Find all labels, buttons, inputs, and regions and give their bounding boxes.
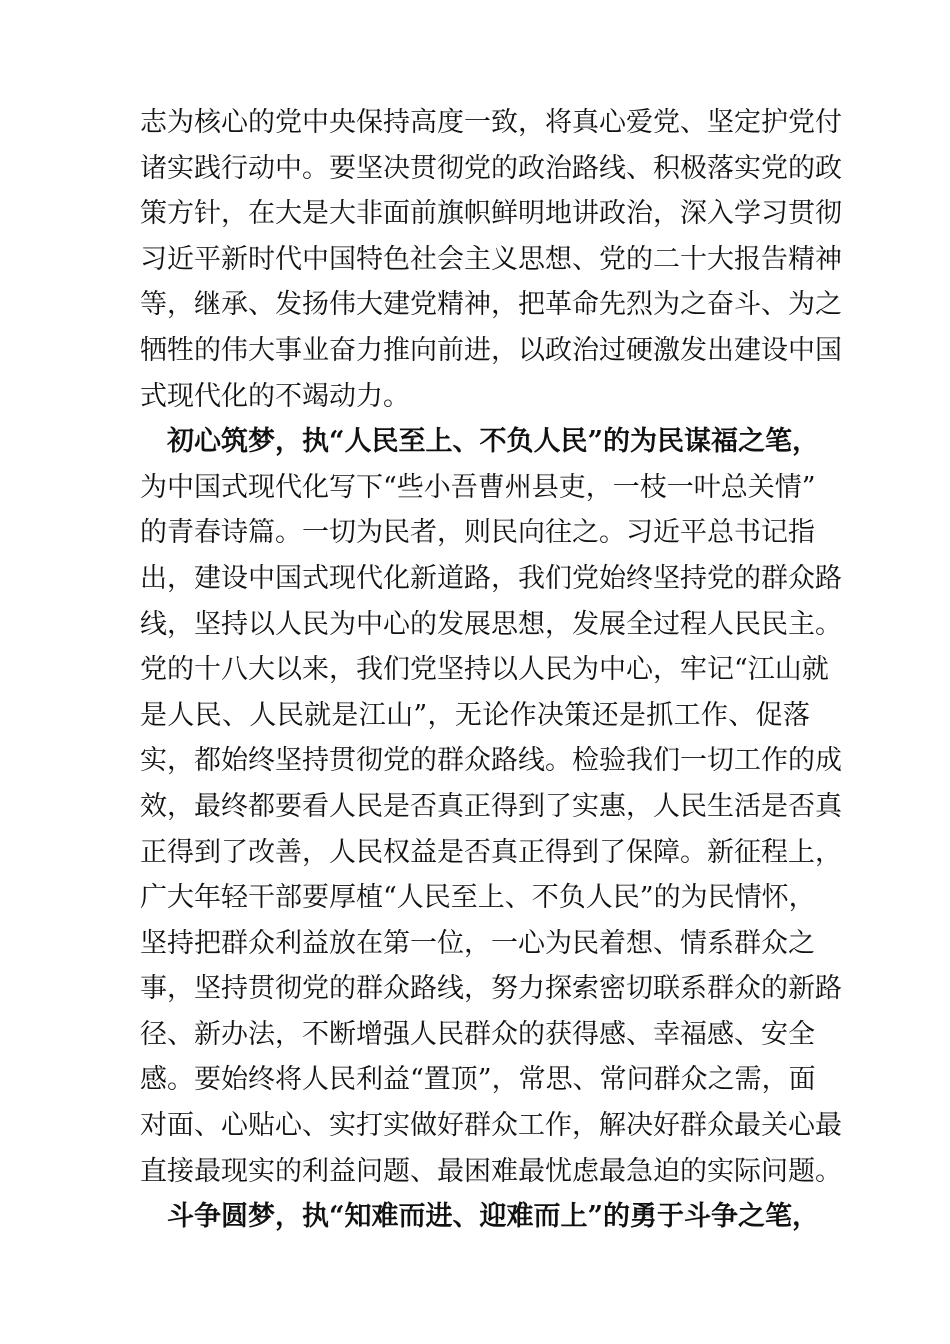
text-line: 出，建设中国式现代化新道路，我们党始终坚持党的群众路 xyxy=(140,562,842,594)
text-line: 直接最现实的利益问题、最困难最忧虑最急迫的实际问题。 xyxy=(140,1155,842,1187)
text-line: 诸实践行动中。要坚决贯彻党的政治路线、积极落实党的政 xyxy=(140,152,842,184)
text-line: 为中国式现代化写下“些小吾曹州县吏，一枝一叶总关情” xyxy=(140,471,816,503)
text-line: 对面、心贴心、实打实做好群众工作，解决好群众最关心最 xyxy=(140,1110,842,1142)
text-line: 策方针，在大是大非面前旗帜鲜明地讲政治，深入学习贯彻 xyxy=(140,198,842,230)
text-line: 的青春诗篇。一切为民者，则民向往之。习近平总书记指 xyxy=(140,517,815,549)
text-line: 牺牲的伟大事业奋力推向前进，以政治过硬激发出建设中国 xyxy=(140,334,842,366)
paragraph-1 xyxy=(140,100,842,419)
text-line: 实，都始终坚持贯彻党的群众路线。检验我们一切工作的成 xyxy=(140,745,842,777)
text-line: 线，坚持以人民为中心的发展思想，发展全过程人民民主。 xyxy=(140,608,842,640)
text-line: 式现代化的不竭动力。 xyxy=(140,380,410,412)
text-line: 广大年轻干部要厚植“人民至上、不负人民”的为民情怀， xyxy=(140,882,816,914)
paragraph-heading: 斗争圆梦，执“知难而进、迎难而上”的勇于斗争之笔， xyxy=(167,1201,820,1233)
text-line: 等，继承、发扬伟大建党精神，把革命先烈为之奋斗、为之 xyxy=(140,289,842,321)
paragraph-3 xyxy=(140,1194,820,1240)
text-line: 效，最终都要看人民是否真正得到了实惠，人民生活是否真 xyxy=(140,790,842,822)
text-line: 正得到了改善，人民权益是否真正得到了保障。新征程上， xyxy=(140,836,842,868)
text-line: 感。要始终将人民利益“置顶”，常思、常问群众之需，面 xyxy=(140,1064,816,1096)
text-line: 是人民、人民就是江山”，无论作决策还是抓工作、促落 xyxy=(140,699,810,731)
document-body xyxy=(140,100,842,1240)
text-line: 事，坚持贯彻党的群众路线，努力探索密切联系群众的新路 xyxy=(140,973,842,1005)
text-line: 志为核心的党中央保持高度一致，将真心爱党、坚定护党付 xyxy=(140,107,842,138)
text-line: 坚持把群众利益放在第一位，一心为民着想、情系群众之 xyxy=(140,927,815,959)
text-line: 习近平新时代中国特色社会主义思想、党的二十大报告精神 xyxy=(140,243,842,275)
paragraph-2 xyxy=(140,419,842,1194)
text-line: 径、新办法，不断增强人民群众的获得感、幸福感、安全 xyxy=(140,1018,815,1050)
text-line: 党的十八大以来，我们党坚持以人民为中心，牢记“江山就 xyxy=(140,654,829,686)
paragraph-heading: 初心筑梦，执“人民至上、不负人民”的为民谋福之笔， xyxy=(167,426,820,458)
